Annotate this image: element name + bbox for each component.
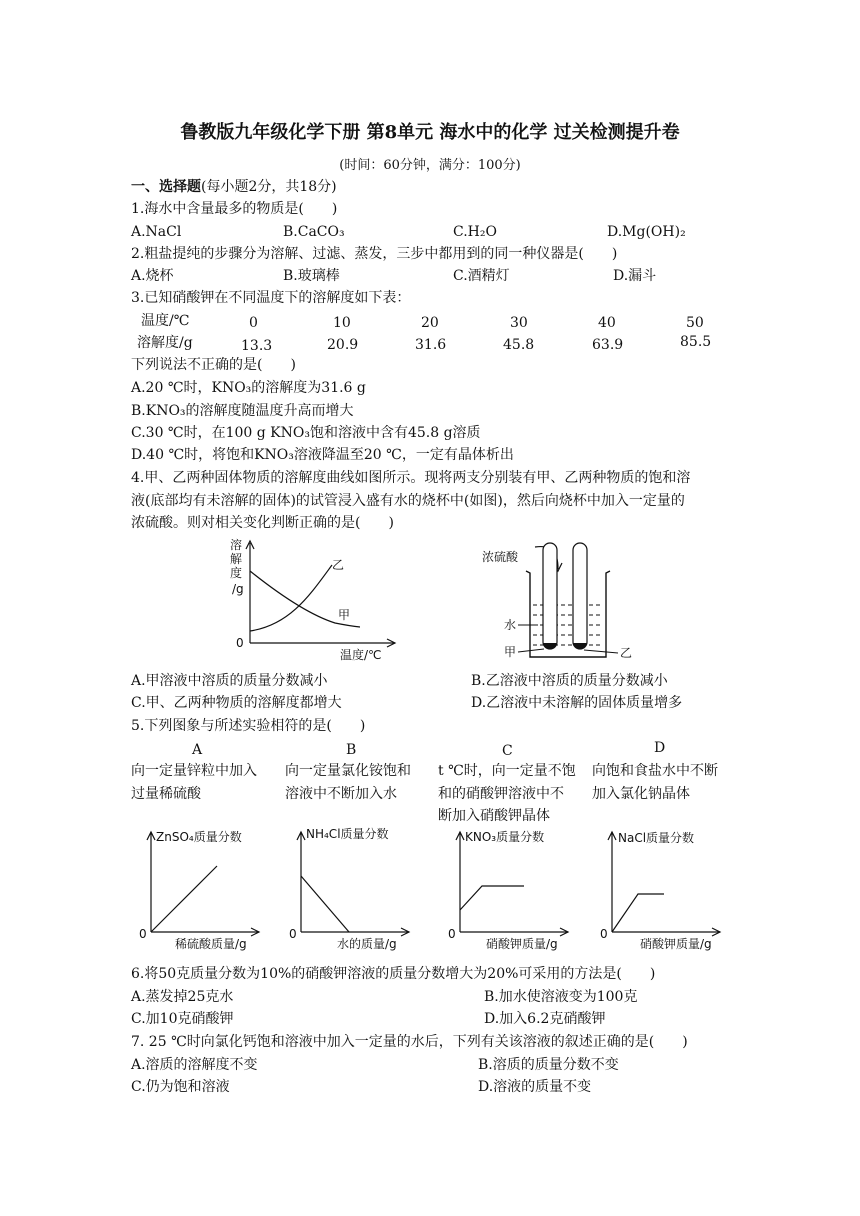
q6-option-b: B.加水使溶液变为100克 <box>484 989 638 1005</box>
section-heading-note: (每小题2分，共18分) <box>201 179 337 195</box>
option-desc: t ℃时，向一定量不饱 <box>438 763 576 779</box>
option-desc: 向一定量氯化铵饱和 <box>285 763 411 779</box>
q1-option-a: A.NaCl <box>131 224 182 240</box>
water-label: 水 <box>504 618 517 632</box>
graph-c <box>444 826 574 956</box>
option-letter: D <box>654 740 666 756</box>
q4-option-d: D.乙溶液中未溶解的固体质量增多 <box>471 695 683 711</box>
curve-label-jia: 甲 <box>338 608 351 622</box>
q2-option-b: B.玻璃棒 <box>283 268 340 284</box>
page-title: 鲁教版九年级化学下册 第8单元 海水中的化学 过关检测提升卷 <box>180 122 680 143</box>
origin-label: 0 <box>600 927 608 941</box>
q1-stem: 1.海水中含量最多的物质是( ) <box>131 201 338 217</box>
table-cell: 0 <box>249 315 258 331</box>
q2-option-a: A.烧杯 <box>131 268 174 284</box>
q3-stem: 3.已知硝酸钾在不同温度下的溶解度如下表： <box>131 290 411 306</box>
section-heading-label: 一、选择题 <box>131 179 201 195</box>
graph-a-line <box>151 866 217 932</box>
x-axis-label: 水的质量/g <box>337 937 397 951</box>
option-desc: 断加入硝酸钾晶体 <box>438 808 550 824</box>
tube-label-yi: 乙 <box>620 646 633 660</box>
origin-label: 0 <box>289 927 297 941</box>
tube-label-jia: 甲 <box>504 645 517 659</box>
solid-yi <box>574 643 587 650</box>
q6-option-d: D.加入6.2克硝酸钾 <box>484 1011 606 1027</box>
table-cell: 40 <box>598 315 616 331</box>
q4-stem-line: 4.甲、乙两种固体物质的溶解度曲线如图所示。现将两支分别装有甲、乙两种物质的饱和溶 <box>131 470 691 486</box>
y-axis-label: NH₄Cl质量分数 <box>306 827 389 841</box>
q3-option-b: B.KNO₃的溶解度随温度升高而增大 <box>131 403 354 419</box>
graph-a <box>135 826 265 956</box>
table-row-label: 温度/℃ <box>141 313 190 329</box>
table-cell: 20.9 <box>327 337 359 353</box>
option-desc: 向饱和食盐水中不断 <box>592 763 718 779</box>
table-cell: 13.3 <box>241 338 273 354</box>
q7-option-a: A.溶质的溶解度不变 <box>131 1057 258 1073</box>
q5-stem: 5.下列图象与所述实验相符的是( ) <box>131 718 366 734</box>
x-axis-label: 温度/℃ <box>340 648 382 662</box>
option-letter: C <box>502 743 513 759</box>
graph-d <box>596 826 726 956</box>
beaker <box>526 571 610 657</box>
table-cell: 85.5 <box>680 334 712 350</box>
origin-label: 0 <box>236 636 244 650</box>
origin-label: 0 <box>448 927 456 941</box>
q7-option-d: D.溶液的质量不变 <box>478 1079 592 1095</box>
graph-c-line <box>460 886 524 910</box>
solid-jia <box>544 643 557 650</box>
graph-b-line <box>301 876 349 932</box>
q4-stem-line: 液(底部均有未溶解的固体)的试管浸入盛有水的烧杯中(如图)，然后向烧杯中加入一定量的 <box>131 493 685 509</box>
beaker-diagram <box>480 535 640 665</box>
section-heading <box>131 178 337 196</box>
option-letter: B <box>346 742 357 758</box>
q2-stem: 2.粗盐提纯的步骤分为溶解、过滤、蒸发，三步中都用到的同一种仪器是( ) <box>131 246 618 262</box>
origin-label: 0 <box>139 927 147 941</box>
q2-option-c: C.酒精灯 <box>453 268 510 284</box>
curve-label-yi: 乙 <box>332 558 345 572</box>
q4-option-a: A.甲溶液中溶质的质量分数减小 <box>131 673 328 689</box>
table-cell: 63.9 <box>592 337 624 353</box>
option-desc: 过量稀硫酸 <box>131 786 201 802</box>
q7-stem: 7. 25 ℃时向氯化钙饱和溶液中加入一定量的水后，下列有关该溶液的叙述正确的是( ) <box>131 1034 688 1050</box>
y-axis-label: 度 <box>230 566 243 580</box>
curve-yi <box>250 565 332 631</box>
q3-prompt: 下列说法不正确的是( ) <box>131 357 296 373</box>
q7-option-c: C.仍为饱和溶液 <box>131 1079 230 1095</box>
q3-option-a: A.20 ℃时，KNO₃的溶解度为31.6 g <box>131 380 366 396</box>
option-desc: 向一定量锌粒中加入 <box>131 763 257 779</box>
q6-stem: 6.将50克质量分数为10%的硝酸钾溶液的质量分数增大为20%可采用的方法是( ) <box>131 966 656 982</box>
q2-option-d: D.漏斗 <box>613 268 657 284</box>
q4-stem-line: 浓硫酸。则对相关变化判断正确的是( ) <box>131 515 394 531</box>
y-axis-label: NaCl质量分数 <box>618 831 695 845</box>
q3-option-c: C.30 ℃时，在100 g KNO₃饱和溶液中含有45.8 g溶质 <box>131 425 481 441</box>
q4-option-c: C.甲、乙两种物质的溶解度都增大 <box>131 695 342 711</box>
y-axis-label: 溶 <box>230 538 243 552</box>
table-cell: 10 <box>333 315 351 331</box>
table-cell: 31.6 <box>415 337 447 353</box>
y-axis-label: /g <box>232 582 244 596</box>
option-desc: 和的硝酸钾溶液中不 <box>438 786 564 802</box>
test-tube-jia <box>543 543 557 649</box>
q6-option-a: A.蒸发掉25克水 <box>131 989 234 1005</box>
q4-option-b: B.乙溶液中溶质的质量分数减小 <box>471 673 668 689</box>
table-cell: 30 <box>510 315 528 331</box>
q1-option-c: C.H₂O <box>453 224 497 240</box>
option-letter: A <box>192 742 203 758</box>
q7-option-b: B.溶质的质量分数不变 <box>478 1057 619 1073</box>
x-axis-label: 硝酸钾质量/g <box>486 937 558 951</box>
option-desc: 加入氯化钠晶体 <box>592 786 690 802</box>
test-tube-yi <box>573 543 587 649</box>
table-cell: 20 <box>421 315 439 331</box>
table-cell: 45.8 <box>503 337 535 353</box>
solubility-curve-graph <box>220 535 400 665</box>
q1-option-b: B.CaCO₃ <box>283 224 345 240</box>
acid-label: 浓硫酸 <box>482 550 519 564</box>
x-axis-label: 稀硫酸质量/g <box>175 937 247 951</box>
y-axis-label: ZnSO₄质量分数 <box>156 830 242 844</box>
x-axis-label: 硝酸钾质量/g <box>640 937 712 951</box>
q3-option-d: D.40 ℃时，将饱和KNO₃溶液降温至20 ℃，一定有晶体析出 <box>131 447 514 463</box>
q6-option-c: C.加10克硝酸钾 <box>131 1011 234 1027</box>
graph-b <box>285 826 415 956</box>
table-cell: 50 <box>686 315 704 331</box>
y-axis-label: 解 <box>230 552 243 566</box>
y-axis-label: KNO₃质量分数 <box>465 830 545 844</box>
graph-d-line <box>612 894 664 932</box>
table-row-label: 溶解度/g <box>137 335 193 351</box>
q1-option-d: D.Mg(OH)₂ <box>607 224 686 240</box>
option-desc: 溶液中不断加入水 <box>285 786 397 802</box>
exam-info: (时间：60分钟，满分：100分) <box>339 158 521 173</box>
